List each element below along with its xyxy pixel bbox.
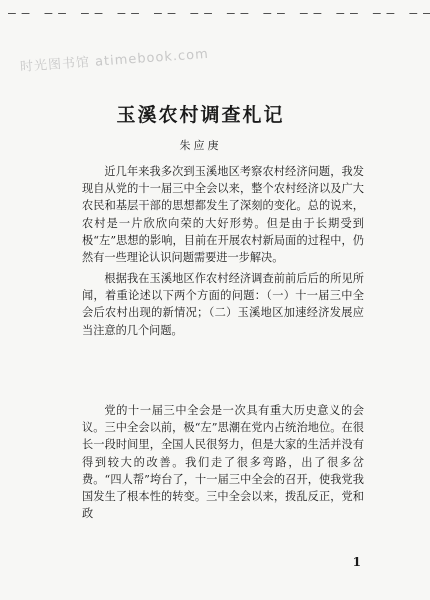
watermark: 时光图书馆 atimebook.com xyxy=(19,46,210,75)
article-title: 玉溪农村调查札记 xyxy=(116,104,285,126)
article-author: 朱应庚 xyxy=(179,139,222,152)
header-dash: — — xyxy=(80,6,102,21)
header-dash: — — xyxy=(263,6,284,21)
header-dash: — — xyxy=(409,6,430,21)
header-dash: — — xyxy=(190,6,211,21)
header-dash: — — xyxy=(299,6,321,21)
header-dash: — — xyxy=(44,6,65,21)
header-dash: — — xyxy=(372,6,394,21)
page-number: 1 xyxy=(352,555,361,569)
paragraph-3: 党的十一届三中全会是一次具有重大历史意义的会议。三中全会以前，极“左”思潮在党内占统治地位。在很长一段时间里，全国人民很努力，但是大家的生活并没有得到较大的改善。我们走了很多弯路，出了很多岔费。“四人帮”垮台了，十一届三中全会的召开，使我党我国发生了根本性的转变。三中全会以来，拨乱反正，党和政 xyxy=(82,404,364,521)
paragraph-2: 根据我在玉溪地区作农村经济调查前前后后的所见所闻，着重论述以下两个方面的问题：（一）十一届三中全会后农村出现的新情况；（二）玉溪地区加速经济发展应当注意的几个问题。 xyxy=(82,272,364,337)
header-rule xyxy=(8,6,430,21)
header-dash: — — xyxy=(8,6,29,21)
header-dash: — — xyxy=(336,6,357,21)
header-dash: — — xyxy=(226,6,248,21)
header-dash: — — xyxy=(153,6,175,21)
header-dash: — — xyxy=(117,6,138,21)
paragraph-1: 近几年来我多次到玉溪地区考察农村经济问题，我发现自从党的十一届三中全会以来，整个农村经济以及广大农民和基层干部的思想都发生了深刻的变化。总的说来，农村是一片欣欣向荣的大好形势。但是由于长期受到极“左”思想的影响，目前在开展农村新局面的过程中，仍然有一些理论认识问题需要进一步解决。 xyxy=(82,165,364,265)
